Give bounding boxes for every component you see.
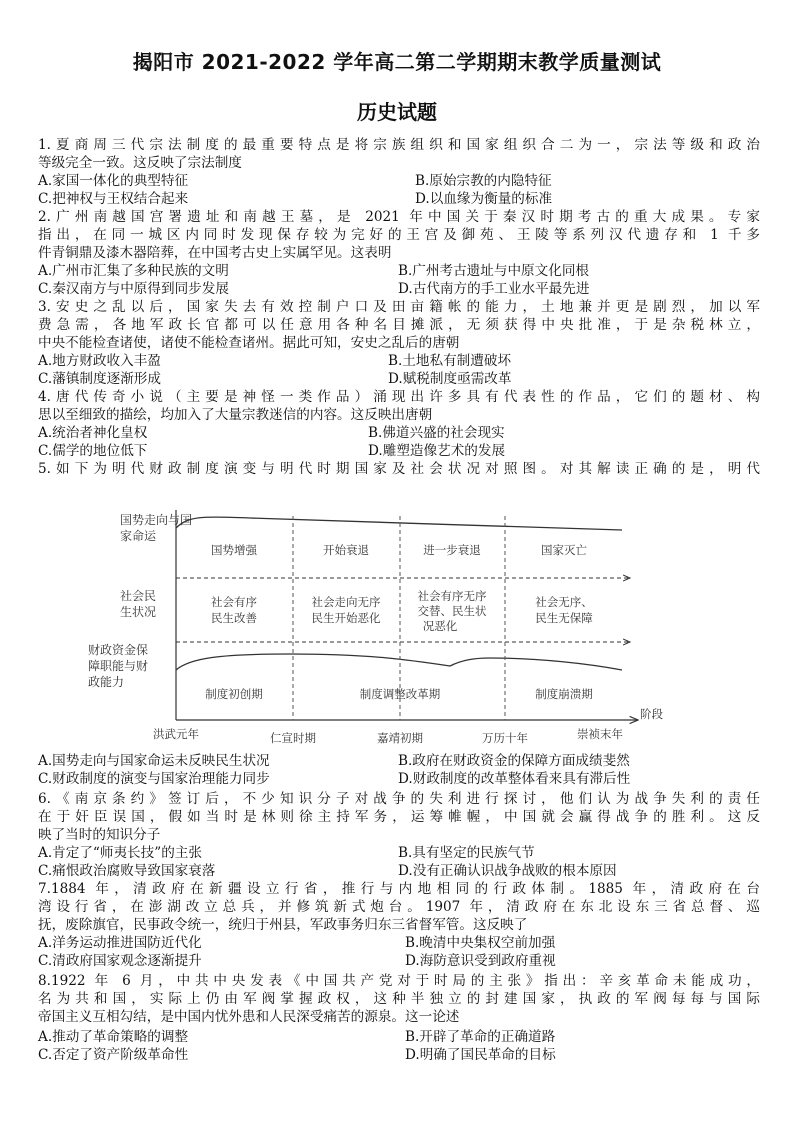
q6-option-d: D.没有正确认识战争战败的根本原因	[398, 863, 617, 879]
q3-stem-line-3: 中央不能检查诸使，诸使不能检查诸州。据此可知，安史之乱后的唐朝	[38, 335, 460, 351]
stage-4-livelihood-line-2: 民生无保障	[535, 611, 593, 625]
x-tick-1: 洪武元年	[153, 727, 199, 741]
q2-option-d: D.古代南方的手工业水平最先进	[398, 281, 590, 297]
stage-3-institution: 制度崩溃期	[535, 687, 593, 701]
exam-subtitle: 历史试题	[357, 100, 437, 124]
q2-stem-line-1: 2.广州南越国宫署遗址和南越王墓，是 2021 年中国关于秦汉时期考古的重大成果。专家	[38, 209, 760, 225]
q4-option-d: D.雕塑造像艺术的发展	[368, 443, 506, 459]
exam-title: 揭阳市 2021-2022 学年高二第二学期期末教学质量测试	[132, 50, 662, 74]
q4-option-c: C.儒学的地位低下	[38, 443, 148, 459]
x-tick-3: 嘉靖初期	[377, 731, 423, 745]
q1-option-b: B.原始宗教的内隐特征	[415, 173, 552, 189]
q8-stem-line-1: 8.1922 年 6 月，中共中央发表《中国共产党对于时局的主张》指出：辛亥革命未能成功，	[38, 973, 760, 989]
fiscal-capacity-curve	[176, 654, 622, 670]
row-label-3-line-2: 政能力	[88, 675, 125, 689]
stage-3-livelihood-line-1: 社会有序无序	[417, 589, 487, 603]
q7-option-a: A.洋务运动推进国防近代化	[38, 935, 202, 951]
stage-2-livelihood-line-1: 社会走向无序	[311, 595, 381, 609]
stage-3-livelihood-line-2: 交替、民生状	[417, 604, 487, 618]
ming-finance-diagram	[88, 502, 663, 752]
stage-3-livelihood-line-3: 况恶化	[422, 619, 458, 633]
q5-option-c: C.财政制度的演变与国家治理能力同步	[38, 771, 270, 787]
q3-option-d: D.赋税制度亟需改革	[388, 371, 512, 387]
stage-2-fortune: 开始衰退	[323, 543, 369, 557]
q8-stem-line-3: 帝国主义互相勾结，是中国内忧外患和人民深受痛苦的源泉。这一论述	[38, 1009, 460, 1025]
q6-option-c: C.痛恨政治腐败导致国家衰落	[38, 863, 216, 879]
q7-option-d: D.海防意识受到政府重视	[405, 953, 556, 969]
stage-4-fortune: 国家灭亡	[541, 543, 587, 557]
x-tick-2: 仁宣时期	[270, 731, 316, 745]
q1-option-a: A.家国一体化的典型特征	[38, 173, 189, 189]
q4-stem-line-1: 4.唐代传奇小说（主要是神怪一类作品）涌现出许多具有代表性的作品，它们的题材、构	[38, 389, 760, 405]
row-label-1-line-2: 家命运	[120, 529, 157, 543]
stage-3-fortune: 进一步衰退	[423, 543, 481, 557]
q8-option-a: A.推动了革命策略的调整	[38, 1029, 189, 1045]
q6-option-a: A.肯定了“师夷长技”的主张	[38, 845, 202, 861]
row-label-3-line-2: 障职能与财	[88, 659, 149, 673]
x-tick-5: 崇祯末年	[577, 727, 623, 741]
q6-option-b: B.具有坚定的民族气节	[398, 845, 535, 861]
q8-stem-line-2: 名为共和国，实际上仍由军阀掌握政权，这种半独立的封建国家，执政的军阀每每与国际	[38, 991, 760, 1007]
q2-option-a: A.广州市汇集了多种民族的文明	[38, 263, 229, 279]
q3-option-a: A.地方财政收入丰盈	[38, 353, 161, 369]
q3-option-b: B.土地私有制遭破坏	[388, 353, 512, 369]
q3-stem-line-2: 费急需，各地军政长官都可以任意用各种名目摊派，无须获得中央批准，于是杂税林立，	[38, 317, 760, 333]
q2-stem-line-3: 件青铜鼎及漆木器陪葬，在中国考古史上实属罕见。这表明	[38, 245, 392, 261]
x-axis-label: 阶段	[640, 707, 663, 721]
stage-1-institution: 制度初创期	[205, 687, 263, 701]
q2-option-b: B.广州考古遗址与中原文化同根	[398, 263, 590, 279]
stage-1-livelihood-line-2: 民生改善	[211, 611, 257, 625]
q8-option-b: B.开辟了革命的正确道路	[405, 1029, 556, 1045]
q4-stem-line-2: 思以至细致的描绘，均加入了大量宗教迷信的内容。这反映出唐朝	[38, 407, 433, 423]
q5-option-d: D.财政制度的改革整体看来具有滞后性	[398, 771, 631, 787]
q7-option-b: B.晚清中央集权空前加强	[405, 935, 556, 951]
q3-stem-line-1: 3.安史之乱以后，国家失去有效控制户口及田亩籍帐的能力，土地兼并更是剧烈，加以军	[38, 299, 760, 315]
x-tick-4: 万历十年	[482, 731, 528, 745]
q6-stem-line-2: 在于奸臣误国，假如当时是林则徐主持军务，运筹帷幄，中国就会赢得战争的胜利。这反	[38, 809, 760, 825]
q1-option-c: C.把神权与王权结合起来	[38, 191, 189, 207]
q2-option-c: C.秦汉南方与中原得到同步发展	[38, 281, 229, 297]
q8-option-c: C.否定了资产阶级革命性	[38, 1047, 189, 1063]
q3-option-c: C.藩镇制度逐渐形成	[38, 371, 161, 387]
q7-stem-line-3: 抚，废除旗官，民事政令统一，统归于州县，军政事务归东三省督军管。这反映了	[38, 917, 528, 933]
row-label-3-line-1: 财政资金保	[88, 643, 149, 657]
q1-stem-line-2: 等级完全一致。这反映了宗法制度	[38, 155, 242, 171]
stage-2-institution: 制度调整改革期	[359, 687, 441, 701]
q7-stem-line-2: 湾设行省，在澎湖改立总兵，并修筑新式炮台。1907 年，清政府在东北设东三省总督、巡	[38, 899, 760, 915]
stage-1-livelihood-line-1: 社会有序	[211, 595, 257, 609]
q5-stem-line-1: 5.如下为明代财政制度演变与明代时期国家及社会状况对照图。对其解读正确的是，明代	[38, 461, 760, 477]
row-label-1-line-1: 国势走向与国	[120, 513, 193, 527]
row-label-2-line-2: 生状况	[120, 605, 157, 619]
q5-option-a: A.国势走向与国家命运未反映民生状况	[38, 753, 270, 769]
q4-option-a: A.统治者神化皇权	[38, 425, 148, 441]
q4-option-b: B.佛道兴盛的社会现实	[368, 425, 505, 441]
stage-4-livelihood-line-1: 社会无序、	[535, 595, 593, 609]
stage-2-livelihood-line-2: 民生开始恶化	[311, 611, 381, 625]
q5-option-b: B.政府在财政资金的保障方面成绩斐然	[398, 753, 630, 769]
q7-stem-line-1: 7.1884 年，清政府在新疆设立行省，推行与内地相同的行政体制。1885 年，清政府在台	[38, 881, 760, 897]
national-fortune-curve	[176, 517, 622, 530]
q6-stem-line-1: 6.《南京条约》签订后，不少知识分子对战争的失利进行探讨，他们认为战争失利的责任	[38, 791, 760, 807]
q6-stem-line-3: 映了当时的知识分子	[38, 827, 161, 843]
stage-1-fortune: 国势增强	[211, 543, 257, 557]
q2-stem-line-2: 指出，在同一城区内同时发现保存较为完好的王宫及御苑、王陵等系列汉代遗存和 1 千多	[38, 227, 760, 243]
q1-stem-line-1: 1.夏商周三代宗法制度的最重要特点是将宗族组织和国家组织合二为一，宗法等级和政治	[38, 137, 760, 153]
q8-option-d: D.明确了国民革命的目标	[405, 1047, 556, 1063]
row-label-2-line-1: 社会民	[120, 589, 157, 603]
q1-option-d: D.以血缘为衡量的标准	[415, 191, 553, 207]
q7-option-c: C.清政府国家观念逐渐提升	[38, 953, 202, 969]
